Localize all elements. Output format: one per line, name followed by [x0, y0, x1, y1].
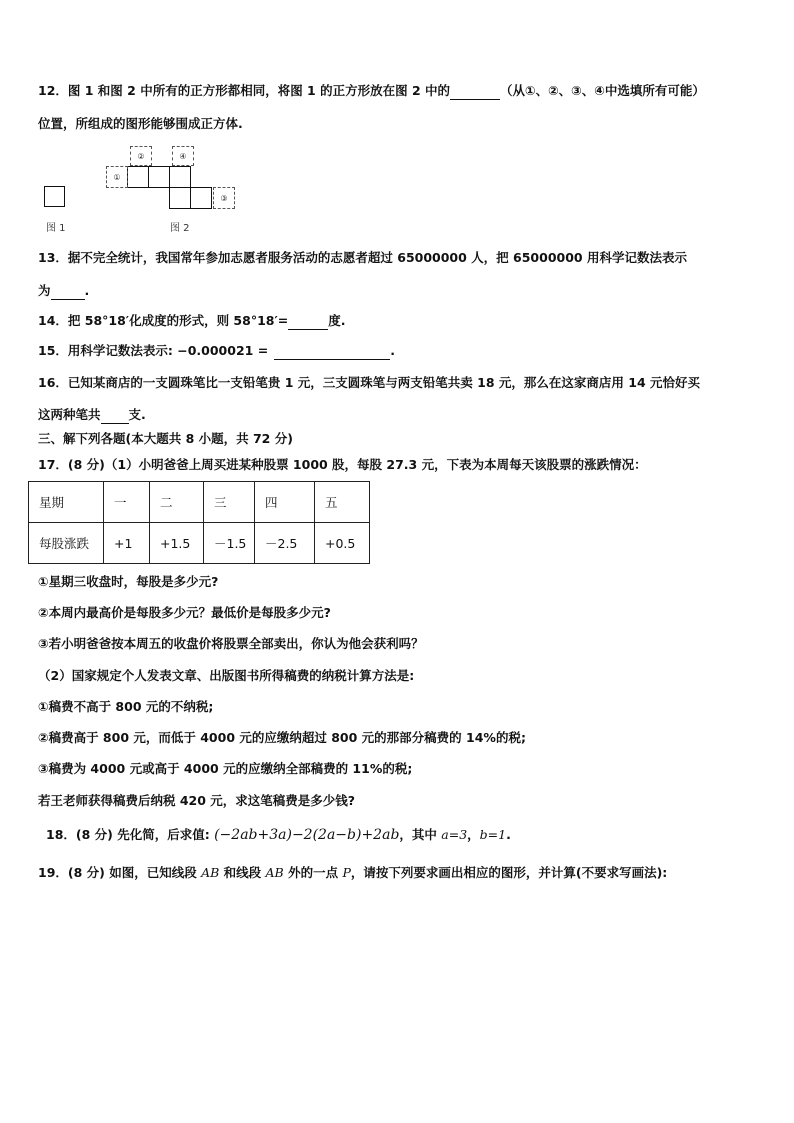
q12-line1 — [38, 82, 705, 100]
q17-stock-table — [28, 481, 370, 564]
table-cell: 星期 — [29, 482, 104, 523]
q12-line2: 位置，所组成的图形能够围成正方体. — [38, 116, 243, 131]
q17-question: 若王老师获得稿费后纳税 420 元，求这笔稿费是多少钱? — [38, 793, 356, 808]
q13-line2 — [38, 282, 89, 300]
fig2-slot-1: ① — [106, 166, 128, 188]
table-cell: 四 — [255, 482, 315, 523]
q13-answer-blank[interactable] — [51, 285, 85, 300]
fig2-slot-4: ④ — [172, 146, 194, 166]
q16-text-a: 这两种笔共 — [38, 407, 101, 422]
fig2-caption: 图 2 — [170, 223, 190, 234]
fig2-square — [127, 166, 149, 188]
q19-text-c: 外的一点 — [283, 865, 343, 880]
q19-point-p: P — [342, 865, 351, 880]
q14-text-a: 14．把 58°18′化成度的形式，则 58°18′= — [38, 313, 289, 328]
q17-rule1: ①稿费不高于 800 元的不纳税; — [38, 699, 214, 714]
q14-text-b: 度. — [328, 313, 346, 328]
q19-line — [38, 864, 667, 882]
table-cell: 一 — [104, 482, 150, 523]
q18-value-b: b=1 — [479, 827, 507, 842]
fig1-square — [44, 186, 65, 207]
q13-text-b: . — [84, 283, 90, 298]
q18-cond-sep: ， — [467, 827, 480, 842]
q12-answer-blank[interactable] — [450, 85, 500, 100]
q16-answer-blank[interactable] — [101, 409, 129, 424]
q16-line1: 16．已知某商店的一支圆珠笔比一支铅笔贵 1 元，三支圆珠笔与两支铅笔共卖 18 元，那么在这家商店用 14 元恰好买 — [38, 375, 700, 390]
table-cell: +1.5 — [150, 523, 204, 564]
q13-text-a: 为 — [38, 283, 51, 298]
q18-cond-text: ，其中 — [399, 827, 442, 842]
table-cell: 三 — [204, 482, 255, 523]
q18-value-a: a=3 — [441, 827, 468, 842]
q14-line — [38, 312, 346, 330]
fig2-slot-3: ③ — [213, 187, 235, 209]
q12-text-a: 12．图 1 和图 2 中所有的正方形都相同，将图 1 的正方形放在图 2 中的 — [38, 83, 451, 98]
q19-text-d: ，请按下列要求画出相应的图形，并计算(不要求写画法): — [350, 865, 668, 880]
q18-line — [46, 826, 511, 844]
q16-line2 — [38, 406, 146, 424]
table-row — [29, 482, 370, 523]
q17-sub1: ①星期三收盘时，每股是多少元? — [38, 574, 219, 589]
fig2-square — [190, 187, 212, 209]
q19-segment-ab: AB — [201, 865, 220, 880]
q15-text-b: . — [390, 343, 395, 358]
table-cell: －2.5 — [255, 523, 315, 564]
q12-figure — [38, 146, 258, 236]
q19-text-b: 和线段 — [219, 865, 266, 880]
fig2-square — [169, 187, 191, 209]
q17-intro: 17．(8 分)（1）小明爸爸上周买进某种股票 1000 股，每股 27.3 元，下表为本周每天该股票的涨跌情况： — [38, 457, 647, 472]
table-cell: 每股涨跌 — [29, 523, 104, 564]
q19-segment-ab: AB — [265, 865, 284, 880]
q17-sub3: ③若小明爸爸按本周五的收盘价将股票全部卖出，你认为他会获利吗？ — [38, 636, 424, 651]
q16-text-b: 支. — [128, 407, 146, 422]
fig2-square — [169, 166, 191, 188]
q17-part2: （2）国家规定个人发表文章、出版图书所得稿费的纳税计算方法是: — [38, 668, 415, 683]
q18-cond-end: . — [506, 827, 511, 842]
table-cell: +0.5 — [315, 523, 370, 564]
q15-text-a: 15．用科学记数法表示: −0.000021 = — [38, 343, 269, 358]
table-row — [29, 523, 370, 564]
fig2-slot-2: ② — [130, 146, 152, 166]
fig1-caption: 图 1 — [46, 223, 66, 234]
q17-rule3: ③稿费为 4000 元或高于 4000 元的应缴纳全部稿费的 11%的税; — [38, 761, 413, 776]
q12-text-b: （从①、②、③、④中选填所有可能） — [500, 83, 705, 98]
section-3-heading: 三、解下列各题(本大题共 8 小题，共 72 分) — [38, 431, 293, 446]
q18-expression: (−2ab+3a)−2(2a−b)+2ab — [214, 827, 400, 843]
q15-line — [38, 342, 395, 360]
fig2-square — [148, 166, 170, 188]
q17-sub2: ②本周内最高价是每股多少元？最低价是每股多少元? — [38, 605, 331, 620]
table-cell: +1 — [104, 523, 150, 564]
q18-label: 18．(8 分) 先化简，后求值: — [46, 827, 210, 842]
q17-rule2: ②稿费高于 800 元，而低于 4000 元的应缴纳超过 800 元的那部分稿费的 14%的税; — [38, 730, 526, 745]
table-cell: －1.5 — [204, 523, 255, 564]
table-cell: 五 — [315, 482, 370, 523]
table-cell: 二 — [150, 482, 204, 523]
q13-line1: 13．据不完全统计，我国常年参加志愿者服务活动的志愿者超过 65000000 人，把 65000000 用科学记数法表示 — [38, 250, 687, 265]
q14-answer-blank[interactable] — [288, 315, 328, 330]
q15-answer-blank[interactable] — [274, 345, 390, 360]
q19-text-a: 19．(8 分) 如图，已知线段 — [38, 865, 202, 880]
